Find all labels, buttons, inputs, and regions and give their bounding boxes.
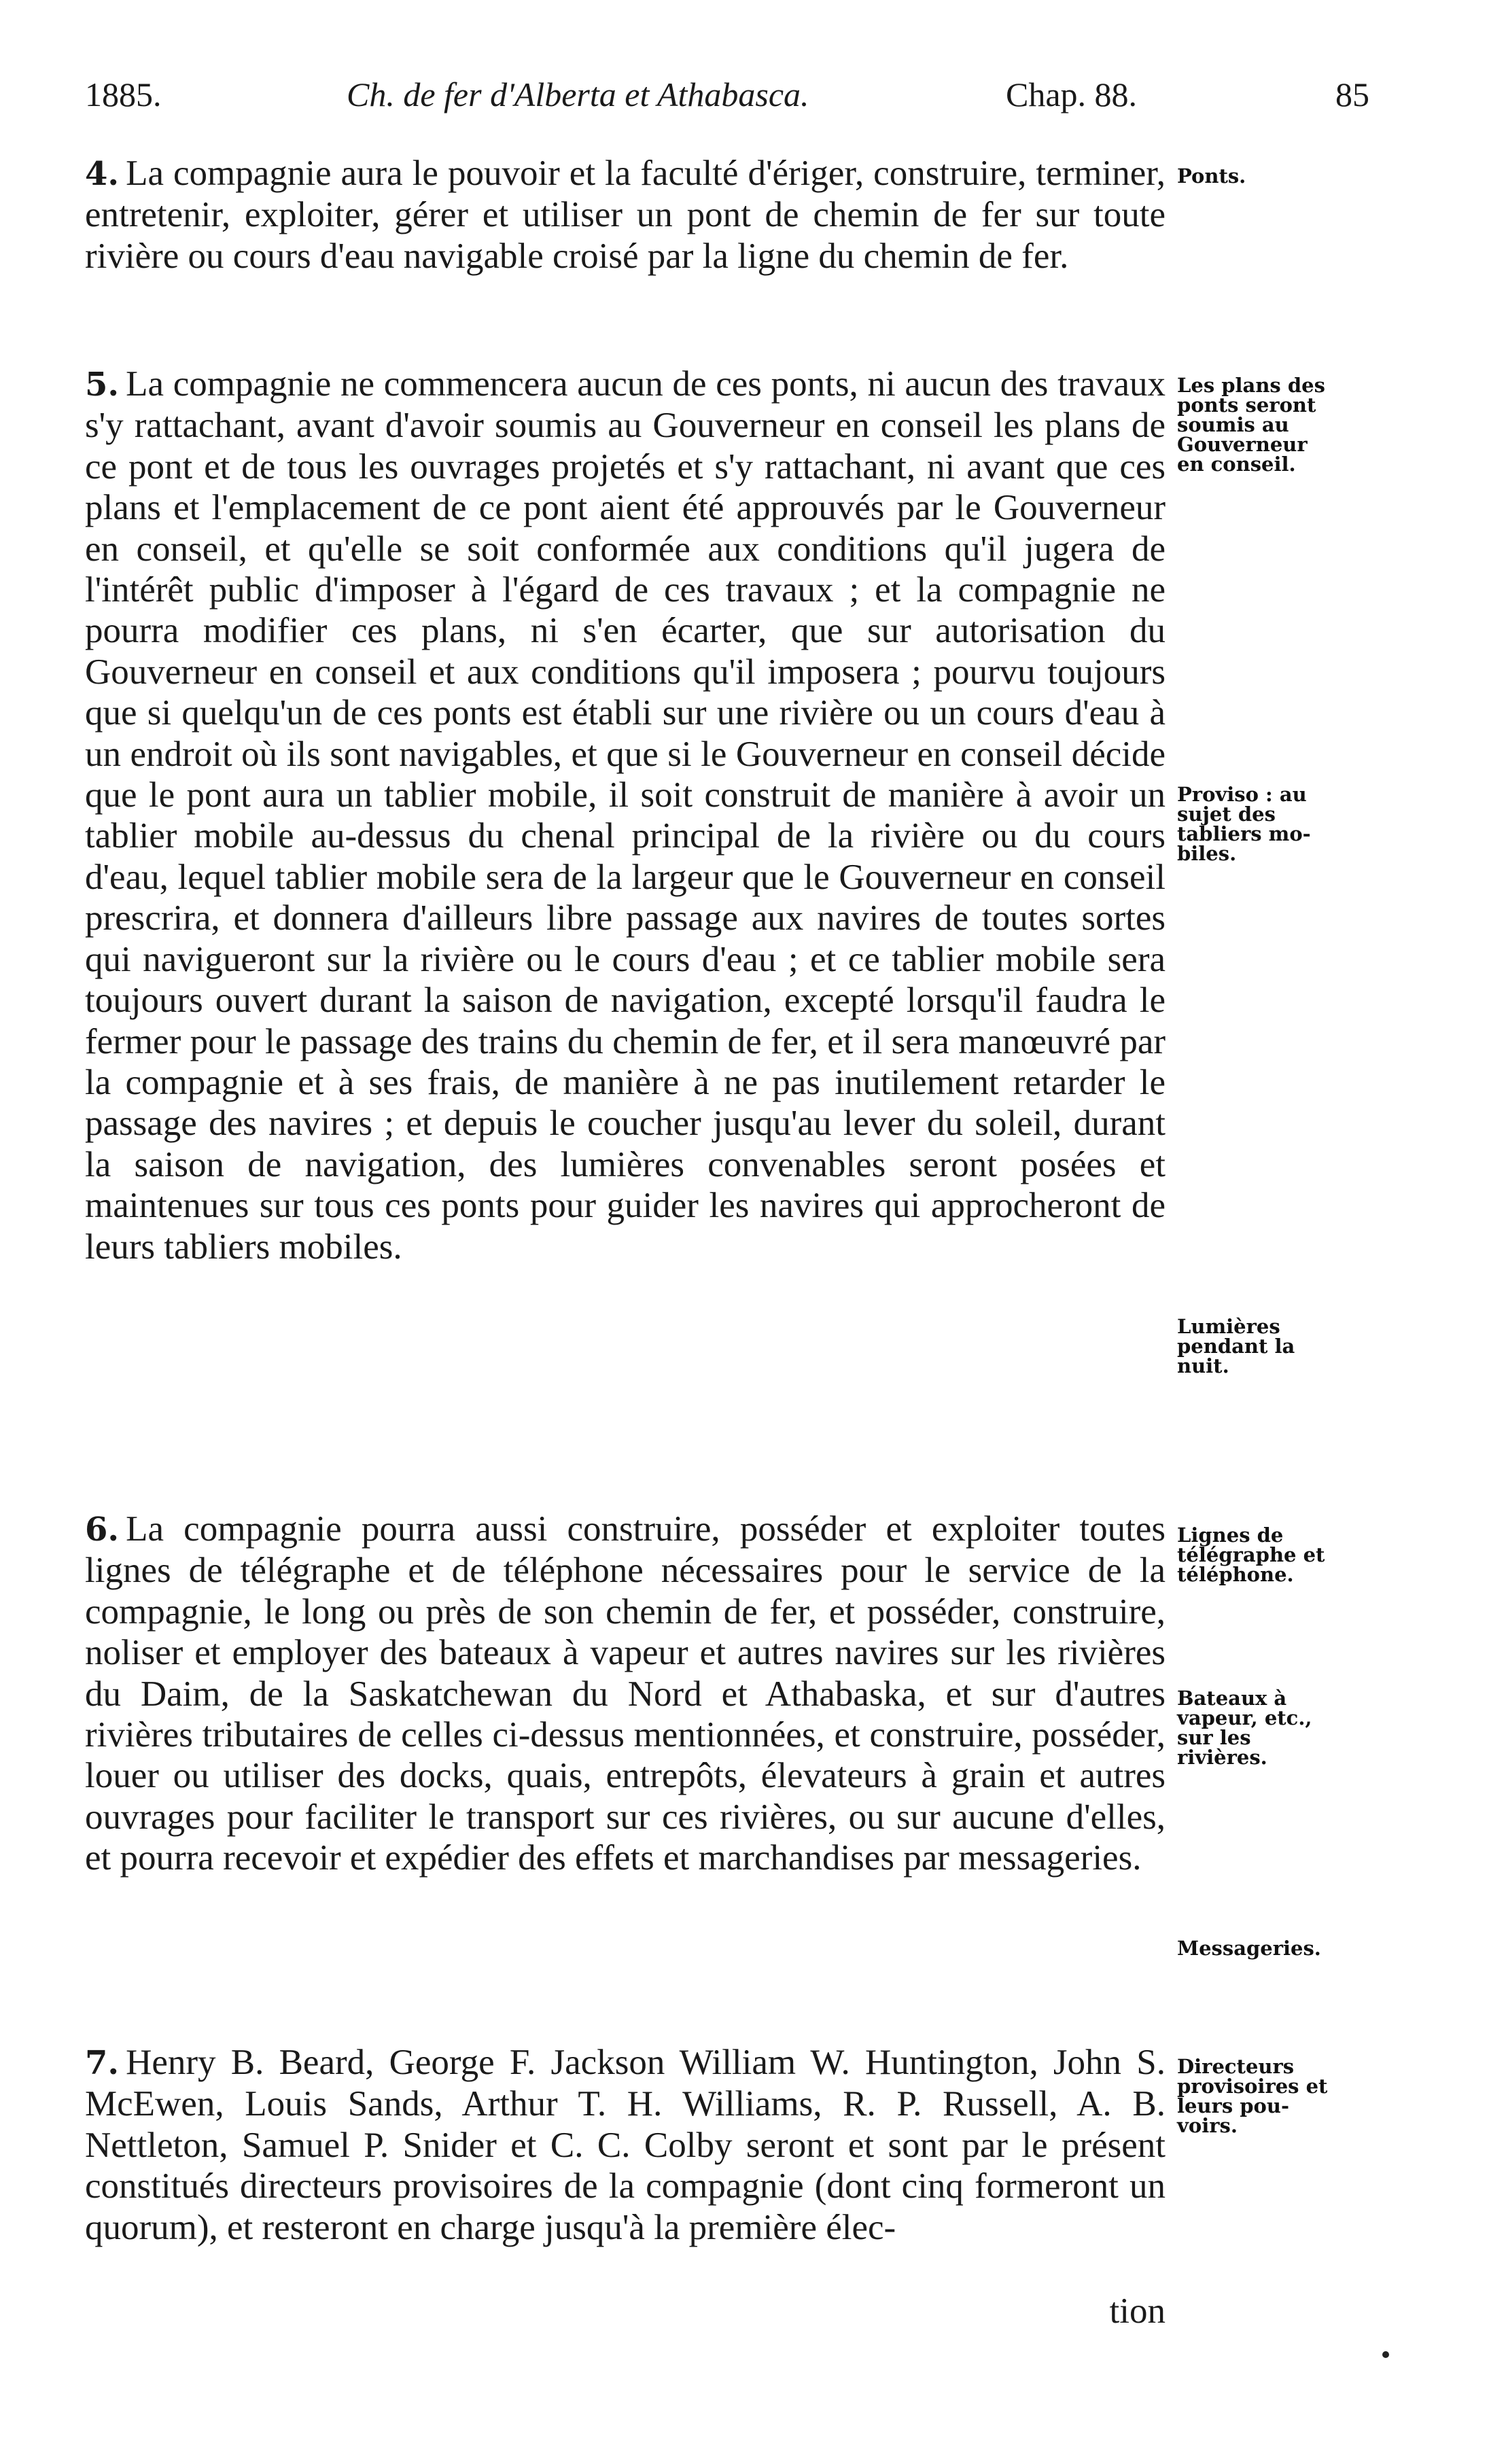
section-5-paragraph: [85, 364, 1166, 1267]
margin-note-directeurs: [1177, 2057, 1374, 2136]
margin-note-line: Ponts.: [1177, 164, 1246, 188]
margin-note-line: Les plans des: [1177, 374, 1325, 397]
margin-note-line: leurs pou-: [1177, 2094, 1289, 2117]
margin-note-line: soumis au: [1177, 413, 1289, 436]
margin-note-line: tabliers mo-: [1177, 822, 1311, 845]
margin-note-line: vapeur, etc.,: [1177, 1706, 1312, 1729]
margin-note-line: Bateaux à: [1177, 1687, 1287, 1710]
margin-note-lumieres: [1177, 1317, 1374, 1376]
section-7-text: Henry B. Beard, George F. Jackson William W. Huntington, John S. McEwen, Louis Sands, Arthur T. H. Williams, R. P. Russell, A. B. Nettleton, Samuel P. Snider et C. C. Colby seront et sont par le présent constitués directeurs provisoires de la compagnie (dont cinq formeront un quorum), et resteront en charge jusqu'à la première élec-: [85, 2043, 1166, 2247]
margin-note-lignes: [1177, 1526, 1374, 1585]
margin-note-line: Gouverneur: [1177, 433, 1308, 456]
margin-note-ponts: [1177, 166, 1374, 186]
margin-note-line: Proviso : au: [1177, 783, 1307, 806]
margin-note-line: en conseil.: [1177, 453, 1296, 476]
running-header: [85, 75, 1369, 122]
section-5-number: 5.: [85, 366, 120, 404]
margin-note-line: Directeurs: [1177, 2055, 1295, 2078]
margin-note-line: sujet des: [1177, 803, 1276, 826]
section-7: [85, 2042, 1166, 2248]
margin-note-line: pendant la: [1177, 1335, 1295, 1358]
section-4-paragraph: [85, 153, 1166, 277]
section-4: [85, 153, 1166, 277]
header-year: 1885.: [85, 75, 162, 113]
margin-note-line: Messageries.: [1177, 1937, 1321, 1960]
margin-note-line: nuit.: [1177, 1354, 1229, 1377]
margin-note-line: ponts seront: [1177, 393, 1316, 417]
header-title: Ch. de fer d'Alberta et Athabasca.: [347, 75, 809, 113]
margin-note-line: provisoires et: [1177, 2075, 1328, 2098]
margin-note-proviso: [1177, 785, 1374, 864]
margin-note-messageries: [1177, 1939, 1374, 1958]
margin-note-line: Lumières: [1177, 1315, 1280, 1338]
ink-speck: [1382, 2351, 1389, 2358]
margin-note-line: Lignes de: [1177, 1524, 1284, 1547]
margin-note-line: biles.: [1177, 842, 1237, 865]
section-4-number: 4.: [85, 155, 120, 193]
margin-note-line: télégraphe et: [1177, 1543, 1325, 1566]
margin-note-line: sur les: [1177, 1726, 1251, 1749]
section-7-continuation: tion: [1109, 2291, 1166, 2331]
section-6-text: La compagnie pourra aussi construire, posséder et exploiter toutes lignes de télégraphe et de téléphone nécessaires pour le service de la compagnie, le long ou près de son chemin de fer, et posséder, construire, noliser et employer des bateaux à vapeur et autres navires sur les rivières du Daim, de la Saskatchewan du Nord et Athabaska, et sur d'autres rivières tributaires de celles ci-dessus mentionnées, et construire, posséder, louer ou utiliser des docks, quais, entrepôts, élevateurs à grain et autres ouvrages pour faciliter le transport sur ces rivières, ou sur aucune d'elles, et pourra recevoir et expédier des effets et marchandises par messageries.: [85, 1509, 1166, 1878]
margin-note-line: rivières.: [1177, 1746, 1267, 1769]
section-7-paragraph: [85, 2042, 1166, 2248]
section-4-text: La compagnie aura le pouvoir et la faculté d'ériger, construire, terminer, entretenir, exploiter, gérer et utiliser un pont de chemin de fer sur toute rivière ou cours d'eau navigable croisé par la ligne du chemin de fer.: [85, 154, 1166, 276]
margin-note-line: téléphone.: [1177, 1563, 1294, 1586]
page-number: 85: [1335, 75, 1369, 113]
section-5: [85, 364, 1166, 1267]
section-7-number: 7.: [85, 2044, 120, 2082]
section-6-paragraph: [85, 1509, 1166, 1879]
section-6: [85, 1509, 1166, 1879]
margin-note-line: voirs.: [1177, 2114, 1238, 2137]
section-6-number: 6.: [85, 1511, 120, 1549]
header-chapter: Chap. 88.: [1006, 75, 1138, 113]
margin-note-plans: [1177, 376, 1374, 474]
margin-note-bateaux: [1177, 1689, 1374, 1767]
section-5-text: La compagnie ne commencera aucun de ces ponts, ni aucun des travaux s'y rattachant, avant d'avoir soumis au Gouverneur en conseil les plans de ce pont et de tous les ouvrages projetés et s'y rattachant, ni avant que ces plans et l'emplacement de ce pont aient été approuvés par le Gouverneur en conseil, et qu'elle se soit conformée aux conditions qu'il jugera de l'intérêt public d'imposer à l'égard de ces travaux ; et la compagnie ne pourra modifier ces plans, ni s'en écarter, que sur autorisation du Gouverneur en conseil et aux conditions qu'il imposera ; pourvu toujours que si quelqu'un de ces ponts est établi sur une rivière ou un cours d'eau à un endroit où ils sont navigables, et que si le Gouverneur en conseil décide que le pont aura un tablier mobile, il soit construit de manière à avoir un tablier mobile au-dessus du chenal principal de la rivière ou du cours d'eau, lequel tablier mobile sera de la largeur que le Gouverneur en conseil prescrira, et donnera d'ailleurs libre passage aux navires de toutes sortes qui navigueront sur la rivière ou le cours d'eau ; et ce tablier mobile sera toujours ouvert durant la saison de navigation, excepté lorsqu'il faudra le fermer pour le passage des trains du chemin de fer, et il sera manœuvré par la compagnie et à ses frais, de manière à ne pas inutilement retarder le passage des navires ; et depuis le coucher jusqu'au lever du soleil, durant la saison de navigation, des lumières convenables seront posées et maintenues sur tous ces ponts pour guider les navires qui approcheront de leurs tabliers mobiles.: [85, 364, 1166, 1267]
